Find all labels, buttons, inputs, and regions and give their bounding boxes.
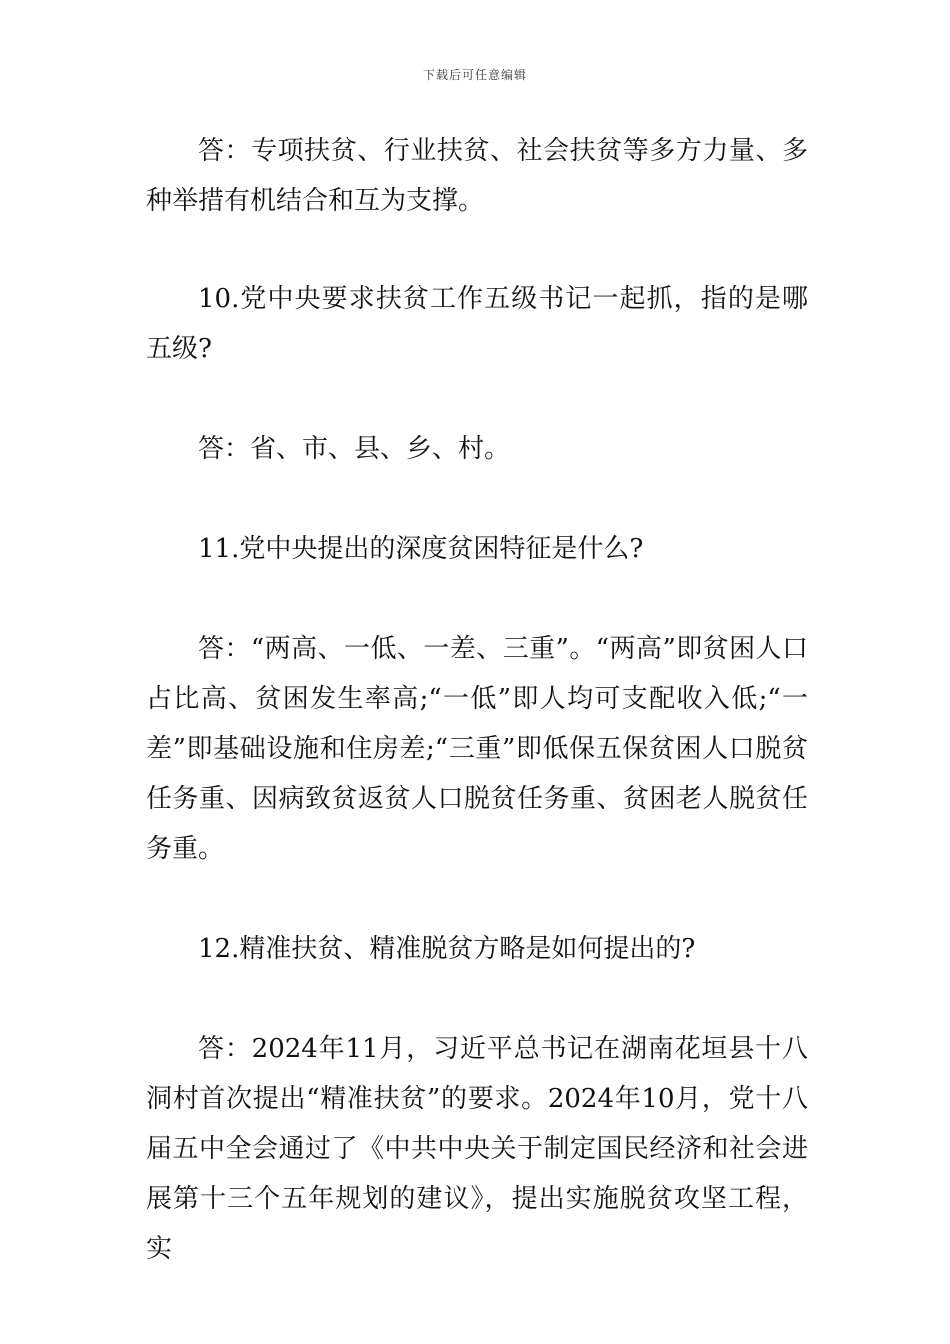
question-11: 11.党中央提出的深度贫困特征是什么? — [198, 534, 644, 564]
answer-paragraph-9: 答：专项扶贫、行业扶贫、社会扶贫等多方力量、多种举措有机结合和互为支撑。 — [146, 136, 808, 216]
question-10: 10.党中央要求扶贫工作五级书记一起抓，指的是哪五级? — [146, 284, 808, 364]
page-header: 下载后可任意编辑 — [422, 68, 527, 82]
answer-12: 答：2024年11月，习近平总书记在湖南花垣县十八洞村首次提出“精准扶贫”的要求。2024年10月，党十八届五中全会通过了《中共中央关于制定国民经济和社会进展第十三个五年规划的建议》，提出实施脱贫攻坚工程，实 — [146, 1034, 808, 1264]
answer-11: 答：“两高、一低、一差、三重”。“两高”即贫困人口占比高、贫困发生率高;“一低”即人均可支配收入低;“一差”即基础设施和住房差;“三重”即低保五保贫困人口脱贫任务重、因病致贫返贫人口脱贫任务重、贫困老人脱贫任务重。 — [146, 634, 808, 864]
answer-10: 答：省、市、县、乡、村。 — [198, 434, 511, 464]
document-body — [146, 126, 808, 1274]
question-12: 12.精准扶贫、精准脱贫方略是如何提出的? — [198, 934, 696, 964]
